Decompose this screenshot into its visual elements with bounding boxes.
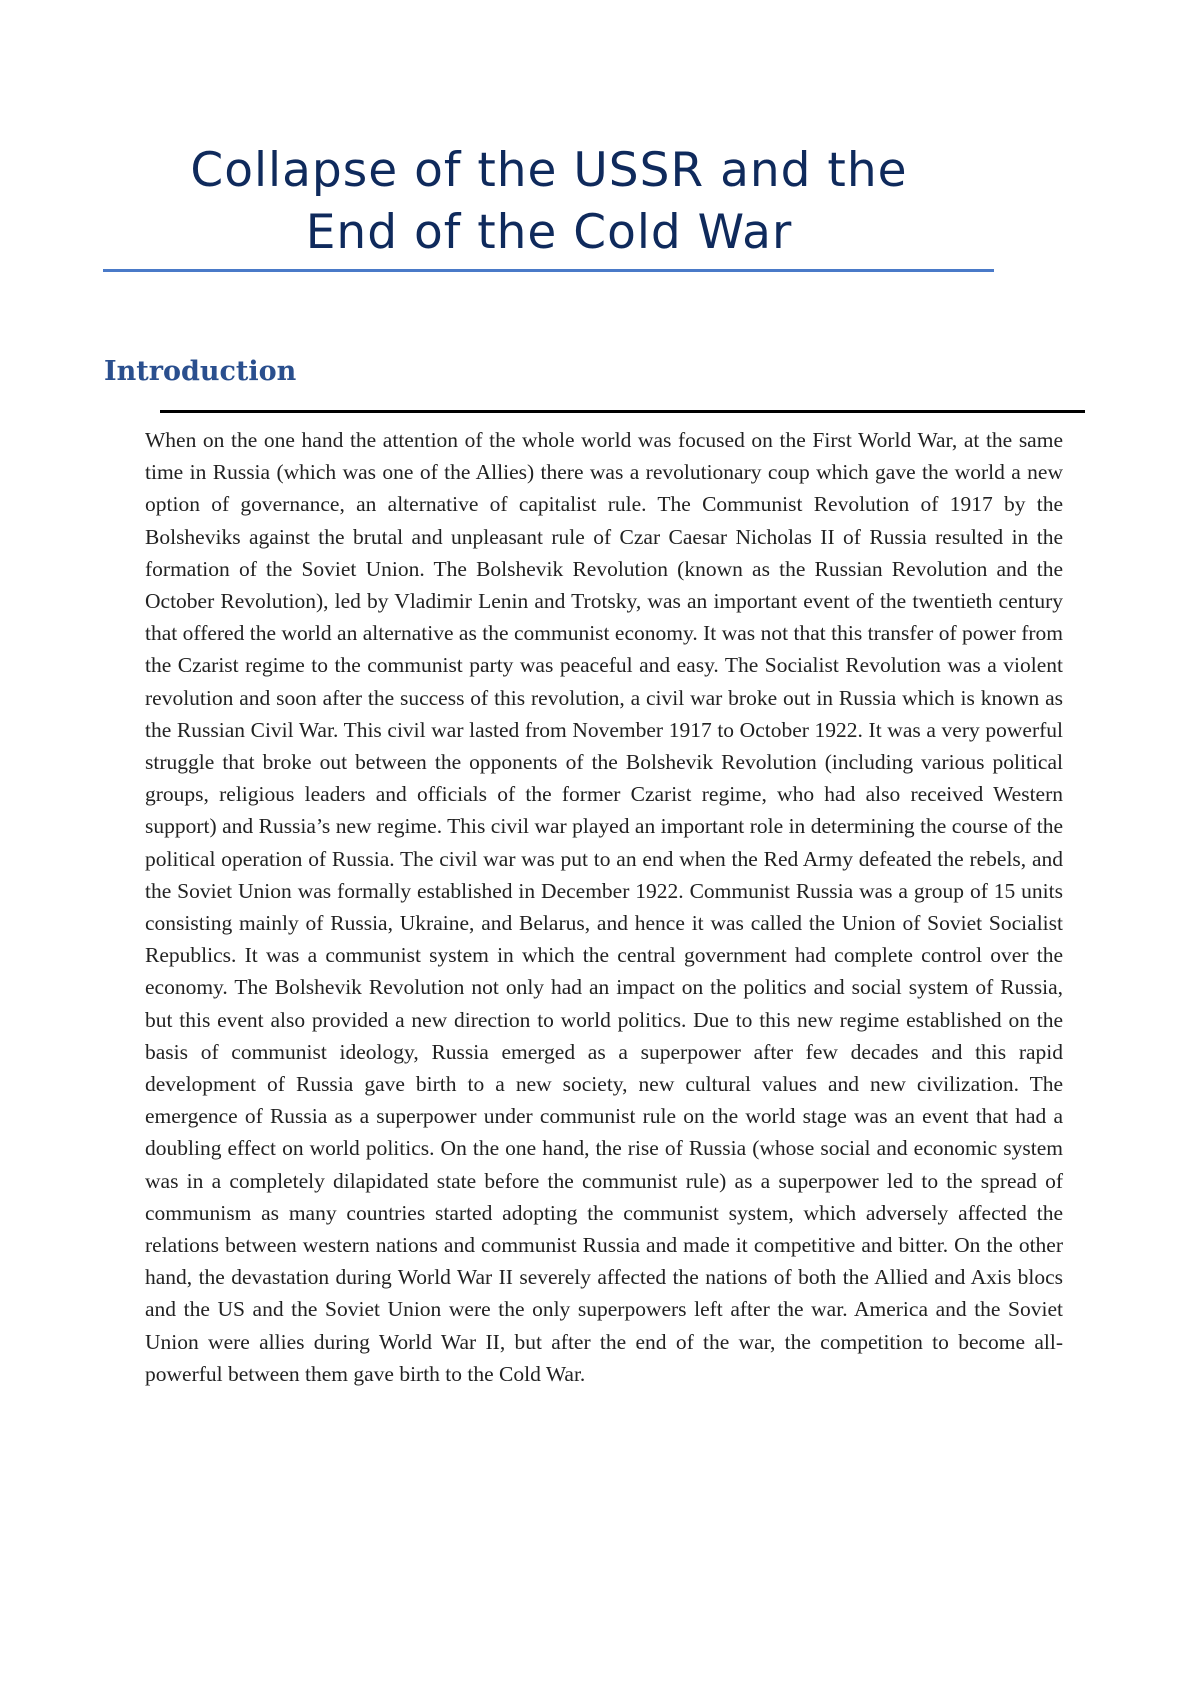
section-heading: Introduction — [104, 356, 297, 387]
document-title — [104, 140, 994, 264]
body-paragraph: When on the one hand the attention of the whole world was focused on the First World War, at the same time in Russia (which was one of the Allies) there was a revolutionary coup which gave the world a new option of governance, an alternative of capitalist rule. The Communist Revolution of 1917 by the Bolsheviks against the brutal and unpleasant rule of Czar Caesar Nicholas II of Russia resulted in the formation of the Soviet Union. The Bolshevik Revolution (known as the Russian Revolution and the October Revolution), led by Vladimir Lenin and Trotsky, was an important event of the twentieth century that offered the world an alternative as the communist economy. It was not that this transfer of power from the Czarist regime to the communist party was peaceful and easy. The Socialist Revolution was a violent revolution and soon after the success of this revolution, a civil war broke out in Russia which is known as the Russian Civil War. This civil war lasted from November 1917 to October 1922. It was a very powerful struggle that broke out between the opponents of the Bolshevik Revolution (including various political groups, religious leaders and officials of the former Czarist regime, who had also received Western support) and Russia’s new regime. This civil war played an important role in determining the course of the political operation of Russia. The civil war was put to an end when the Red Army defeated the rebels, and the Soviet Union was formally established in December 1922. Communist Russia was a group of 15 units consisting mainly of Russia, Ukraine, and Belarus, and hence it was called the Union of Soviet Socialist Republics. It was a communist system in which the central government had complete control over the economy. The Bolshevik Revolution not only had an impact on the politics and social system of Russia, but this event also provided a new direction to world politics. Due to this new regime established on the basis of communist ideology, Russia emerged as a superpower after few decades and this rapid development of Russia gave birth to a new society, new cultural values and new civilization. The emergence of Russia as a superpower under communist rule on the world stage was an event that had a doubling effect on world politics. On the one hand, the rise of Russia (whose social and economic system was in a completely dilapidated state before the communist rule) as a superpower led to the spread of communism as many countries started adopting the communist system, which adversely affected the relations between western nations and communist Russia and made it competitive and bitter. On the other hand, the devastation during World War II severely affected the nations of both the Allied and Axis blocs and the US and the Soviet Union were the only superpowers left after the war. America and the Soviet Union were allies during World War II, but after the end of the war, the competition to become all-powerful between them gave birth to the Cold War. — [145, 428, 1063, 1386]
title-line-1: Collapse of the USSR and the — [190, 143, 908, 198]
section-divider — [160, 410, 1085, 413]
title-underline — [103, 269, 994, 272]
title-line-2: End of the Cold War — [305, 205, 793, 260]
